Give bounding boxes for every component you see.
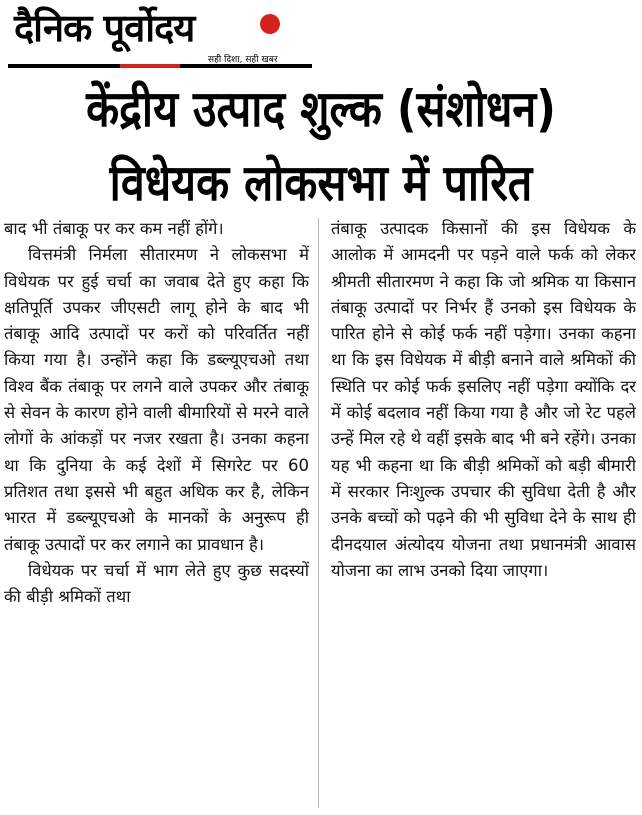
- article-column-right: [331, 216, 636, 812]
- newspaper-logo: दैनिक पूर्वोदय: [14, 6, 195, 50]
- paragraph: तंबाकू उत्पादक किसानों की इस विधेयक के आलोक में आमदनी पर पड़ने वाले फर्क को लेकर श्रीमती सीतारमण ने कहा कि जो श्रमिक या किसान तंबाकू उत्पादों पर निर्भर हैं उनको इस विधेयक के पारित होने से कोई फर्क नहीं पड़ेगा। उनका कहना था कि इस विधेयक में बीड़ी बनाने वाले श्रमिकों की स्थिति पर कोई फर्क इसलिए नहीं पड़ेगा क्योंकि दर में कोई बदलाव नहीं किया गया है और जो रेट पहले उन्हें मिल रहे थे वहीं इसके बाद भी बने रहेंगे। उनका यह भी कहना था कि बीड़ी श्रमिकों को बड़ी बीमारी में सरकार निःशुल्क उपचार की सुविधा देती है और उनके बच्चों को पढ़ने की भी सुविधा देने के साथ ही दीनदयाल अंत्योदय योजना तथा प्रधानमंत्री आवास योजना का लाभ उनको दिया जाएगा।: [331, 219, 636, 580]
- paragraph: बाद भी तंबाकू पर कर कम नहीं होंगे।: [4, 219, 224, 238]
- paragraph: विधेयक पर चर्चा में भाग लेते हुए कुछ सदस्यों की बीड़ी श्रमिकों तथा: [4, 560, 309, 607]
- masthead-rule-accent: [120, 64, 180, 68]
- headline-line-1: केंद्रीय उत्पाद शुल्क (संशोधन): [86, 80, 556, 138]
- masthead: [8, 4, 318, 76]
- column-divider: [318, 218, 319, 808]
- paragraph: वित्तमंत्री निर्मला सीतारमण ने लोकसभा में विधेयक पर हुई चर्चा का जवाब देते हुए कहा कि क्षतिपूर्ति उपकर जीएसटी लागू होने के बाद भी तंबाकू आदि उत्पादों पर करों को परिवर्तित नहीं किया गया है। उन्होंने कहा कि डब्ल्यूएचओ तथा विश्व बैंक तंबाकू पर लगने वाले उपकर और तंबाकू से सेवन के कारण होने वाली बीमारियों से मरने वाले लोगों के आंकड़ों पर नजर रखता है। उनका कहना था कि दुनिया के कई देशों में सिगरेट पर 60 प्रतिशत तथा इससे भी बहुत अधिक कर है, लेकिन भारत में डब्ल्यूएचओ के मानकों के अनुरूप ही तंबाकू उत्पादों पर कर लगाने का प्रावधान है।: [4, 245, 309, 554]
- masthead-tagline: सही दिशा, सही खबर: [208, 55, 278, 65]
- article-column-left: [4, 216, 309, 812]
- logo-dot-icon: [260, 14, 280, 34]
- headline-line-2: विधेयक लोकसभा में पारित: [109, 154, 533, 212]
